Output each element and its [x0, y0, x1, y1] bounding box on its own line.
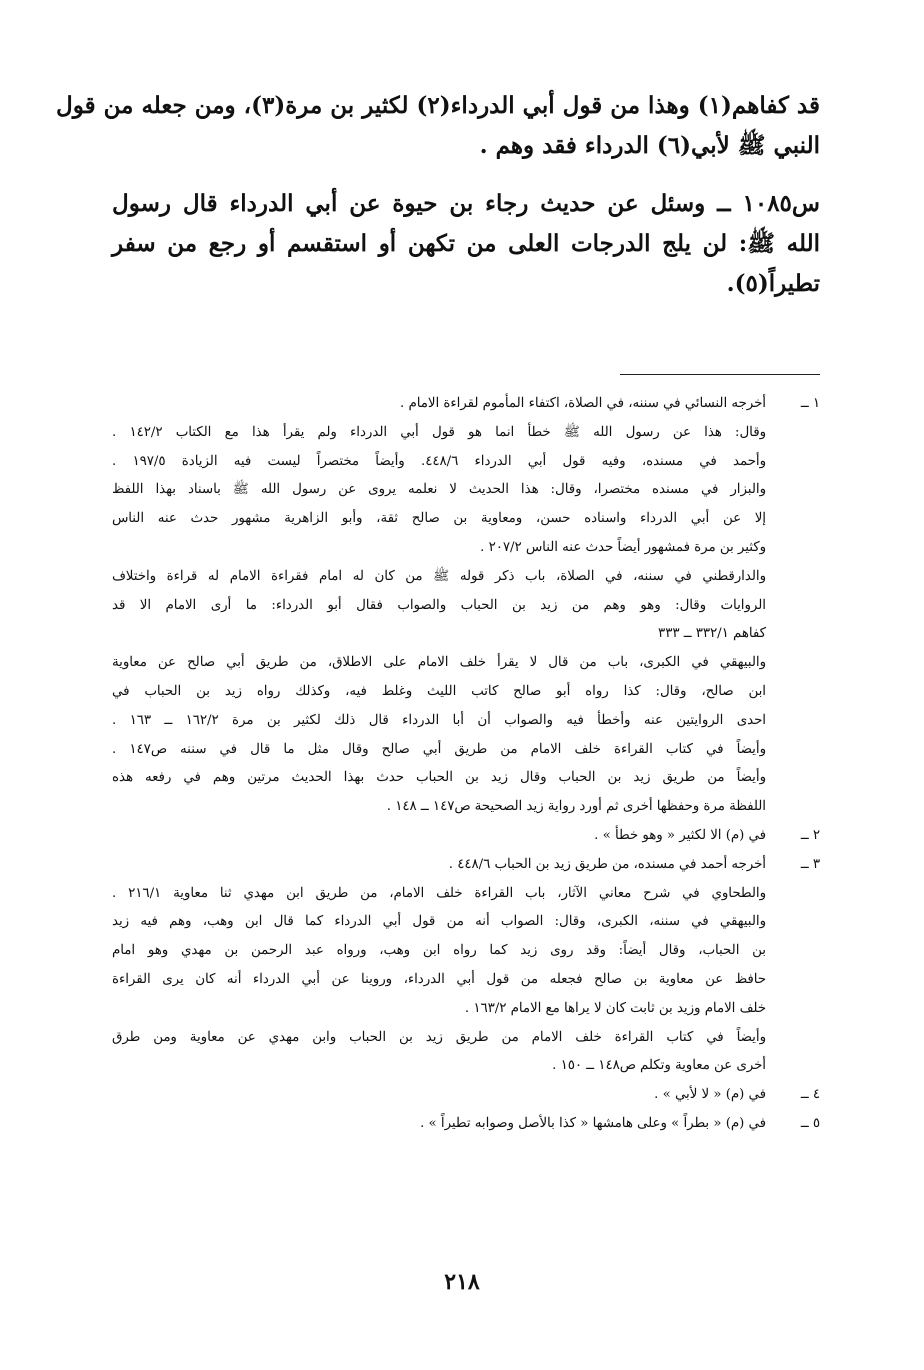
footnote-line: وأيضاً في كتاب القراءة خلف الامام من طريق زيد بن الحباب وابن مهدي عن معاوية ومن طرق [112, 1029, 766, 1045]
footnote-4 [112, 1081, 820, 1110]
footnote-number: ٣ ــ [800, 856, 820, 872]
main-text [56, 86, 820, 304]
footnote-line: وأيضاً من طريق زيد بن الحباب وقال زيد بن الحباب حدث بهذا الحديث مرتين وهم في رفعه هذه [112, 770, 766, 786]
footnote-line: والبزار في مسنده مختصرا، وقال: هذا الحديث لا نعلمه يروى عن رسول الله ﷺ باسناد بهذا اللفظ [112, 482, 766, 498]
footnote-line: أخرجه النسائي في سننه، في الصلاة، اكتفاء المأموم لقراءة الامام . [400, 396, 766, 411]
footnote-line: حافظ عن معاوية بن صالح فجعله من قول أبي الدرداء، وروينا عن أبي الدرداء أنه كان يرى القراءة [112, 971, 766, 987]
page-number: ٢١٨ [444, 1269, 480, 1295]
text-line: س١٠٨٥ ــ وسئل عن حديث رجاء بن حيوة عن أبي الدرداء قال رسول [112, 190, 820, 217]
footnote-line: وأيضاً في كتاب القراءة خلف الامام من طريق أبي صالح وقال مثل ما قال في سننه ص١٤٧ . [112, 741, 766, 757]
text-line: قد كفاهم(١) وهذا من قول أبي الدرداء(٢) لكثير بن مرة(٣)، ومن جعله من قول [56, 92, 820, 119]
footnotes [112, 390, 820, 1139]
text-line: تطيراً(٥). [726, 270, 820, 297]
footnote-line: اللفظة مرة وحفظها أخرى ثم أورد رواية زيد الصحيحة ص١٤٧ ــ ١٤٨ . [386, 799, 766, 815]
footnote-number: ١ ــ [800, 396, 820, 411]
paragraph-question-1085 [112, 184, 820, 304]
footnote-line: والدارقطني في سننه، في الصلاة، باب ذكر قوله ﷺ من كان له امام فقراءة الامام له قراءة واختلاف [112, 568, 766, 584]
footnote-line: إلا عن أبي الدرداء واسناده حسن، ومعاوية بن صالح ثقة، وأبو الزاهرية مشهور حدث عنه الناس [112, 511, 766, 527]
footnote-separator [620, 374, 820, 375]
footnote-line: والبيهقي في سننه، الكبرى، وقال: الصواب أنه من قول أبي الدرداء كما قال ابن وهب، وهم فيه زيد [112, 914, 766, 930]
footnote-line: كفاهم ٣٣٢/١ ــ ٣٣٣ [658, 626, 766, 642]
footnote-line: أخرجه أحمد في مسنده، من طريق زيد بن الحباب ٤٤٨/٦ . [448, 856, 766, 872]
footnote-number: ٥ ــ [800, 1115, 820, 1131]
footnote-2 [112, 822, 820, 851]
footnote-line: والطحاوي في شرح معاني الآثار، باب القراءة خلف الامام، من طريق ابن مهدي ثنا معاوية ٢١٦/١ . [112, 885, 766, 901]
footnote-line: والبيهقي في الكبرى، باب من قال لا يقرأ خلف الامام على الاطلاق، من طريق أبي صالح عن معاوية [112, 655, 766, 671]
footnote-number: ٢ ــ [800, 827, 820, 843]
footnote-line: في (م) الا لكثير « وهو خطأ » . [594, 827, 766, 843]
text-line: الله ﷺ: لن يلج الدرجات العلى من تكهن أو استقسم أو رجع من سفر [112, 230, 820, 257]
footnote-3 [112, 851, 820, 1081]
footnote-number: ٤ ــ [800, 1087, 820, 1103]
footnote-line: خلف الامام وزيد بن ثابت كان لا يراها مع الامام ١٦٣/٢ . [464, 1000, 766, 1016]
text-line: النبي ﷺ لأبي(٦) الدرداء فقد وهم . [479, 132, 820, 159]
footnote-line: ابن صالح، وقال: كذا رواه أبو صالح كاتب الليث وغلط فيه، وكذلك رواه زيد بن الحباب في [112, 683, 766, 699]
footnote-line: وأحمد في مسنده، وفيه قول أبي الدرداء ٤٤٨/٦. وأيضاً مختصراً ليست فيه الزيادة ١٩٧/٥ . [112, 453, 766, 469]
footnote-line: الروايات وقال: وهو وهم من زيد بن الحباب والصواب فقال أبو الدرداء: ما أرى الامام الا قد [112, 597, 766, 613]
footnote-line: في (م) « لا لأبي » . [654, 1087, 766, 1103]
paragraph-answer-continuation [56, 86, 820, 166]
footnote-line: احدى الروايتين عنه وأخطأ فيه والصواب أن أبا الدرداء قال ذلك لكثير بن مرة ١٦٢/٢ ــ ١٦٣ . [112, 712, 767, 728]
footnote-5 [112, 1110, 820, 1139]
footnote-line: أخرى عن معاوية وتكلم ص١٤٨ ــ ١٥٠ . [552, 1058, 766, 1074]
footnote-line: وقال: هذا عن رسول الله ﷺ خطأ انما هو قول أبي الدرداء ولم يقرأ هذا مع الكتاب ١٤٢/٢ . [112, 424, 766, 440]
footnote-line: في (م) « بطراً » وعلى هامشها « كذا بالأصل وصوابه تطيراً » . [420, 1115, 766, 1131]
footnote-1 [112, 390, 820, 822]
footnote-line: وكثير بن مرة فمشهور أيضاً حدث عنه الناس ٢٠٧/٢ . [480, 539, 766, 555]
footnote-line: بن الحباب، وقال أيضاً: وقد روى زيد كما رواه ابن وهب، ورواه عبد الرحمن بن مهدي وهو امام [112, 943, 766, 959]
